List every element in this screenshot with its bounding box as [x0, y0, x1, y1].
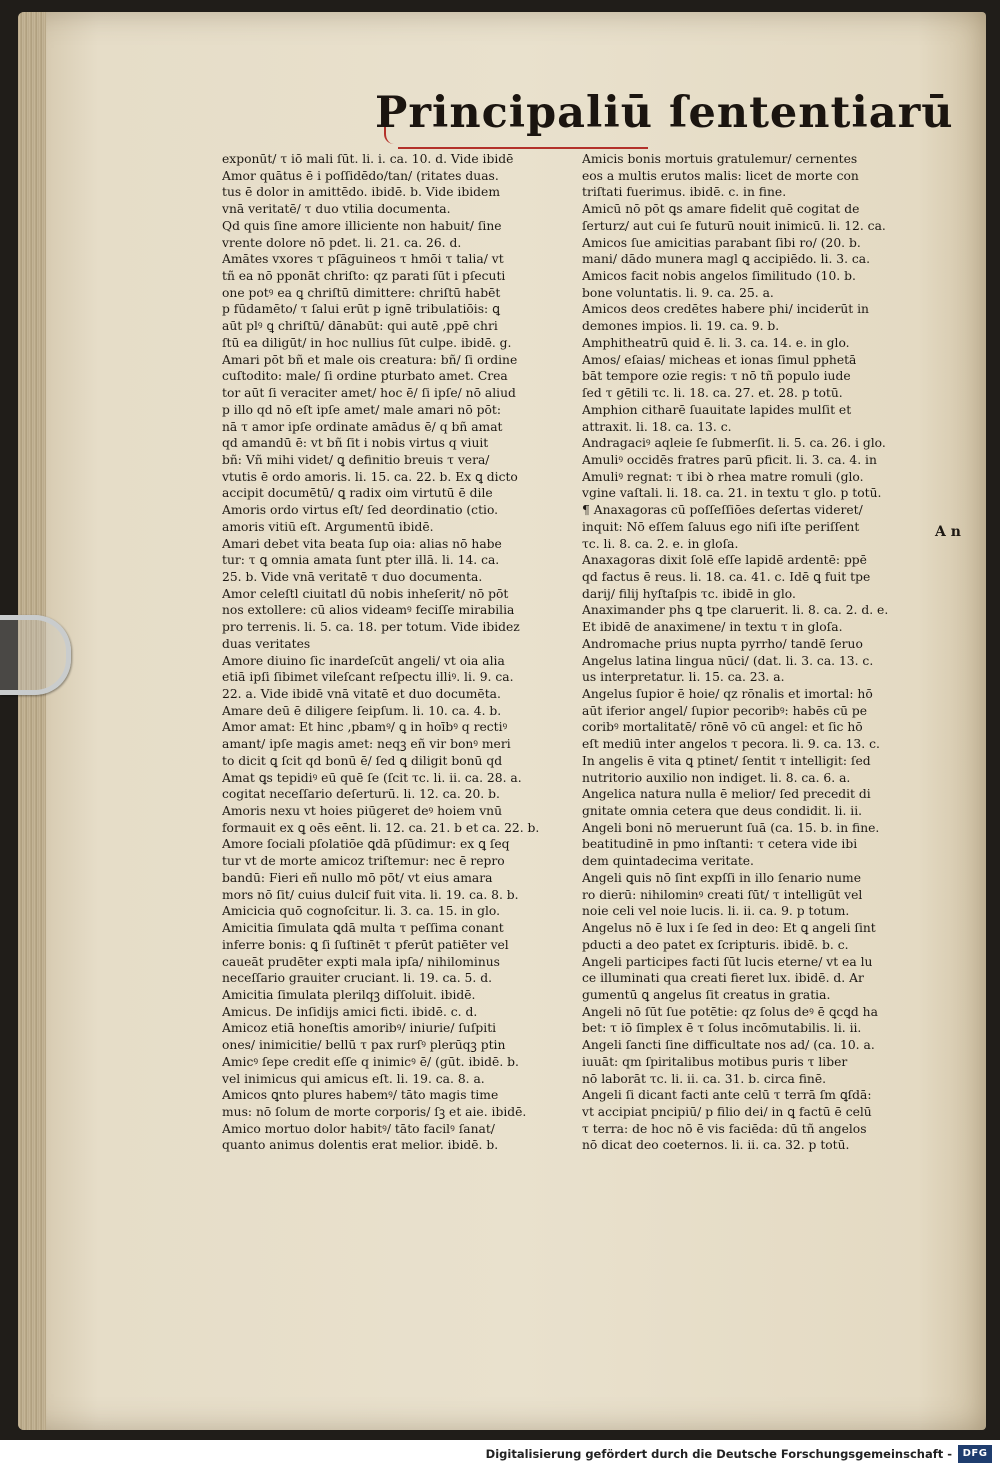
- text-line: etiā ipſi ſibimet vileſcant reſpectu illiꝰ. li. 9. ca.: [222, 670, 514, 685]
- text-line: Amore diuino ſic inardeſcūt angeli/ vt oia alia: [222, 653, 505, 668]
- text-line: Angelus ſupior ē hoie/ qz rōnalis et imortal: hō: [582, 687, 873, 701]
- text-line: caueāt prudēter expti mala ipſa/ nihilominus: [222, 954, 500, 969]
- text-line: mors nō ſit/ cuius dulciſ fuit vita. li. 19. ca. 8. b.: [222, 887, 519, 902]
- text-line: mus: nō ſolum de morte corporis/ ſꝫ et aie. ibidē.: [222, 1104, 527, 1119]
- text-line: beatitudinē in pmo inſtanti: τ cetera vide ibi: [582, 837, 858, 852]
- text-line: amoris vitiū eſt. Argumentū ibidē.: [222, 519, 434, 534]
- page-edge-stack: [18, 12, 46, 1430]
- text-line: cuſtodito: male/ ſi ordine pturbato amet. Crea: [222, 369, 508, 384]
- text-line: Amat ꝗs tepidiꝰ eū quē ſe (ſcit τc. li. ii. ca. 28. a.: [222, 770, 522, 785]
- text-line: quanto animus dolentis erat melior. ibidē. b.: [222, 1138, 499, 1153]
- text-line: 22. a. Vide ibidē vnā vitatē et duo documēta.: [222, 687, 501, 701]
- text-line: cogitat neceſſario deſerturū. li. 12. ca. 20. b.: [222, 787, 500, 802]
- text-line: dem quintadecima veritate.: [582, 854, 754, 869]
- text-line: Amari pōt bñ et male ois creatura: bñ/ ſi ordine: [222, 352, 518, 367]
- dfg-logo: DFG: [958, 1445, 992, 1463]
- text-line: Amor quātus ē i poſſidēdo/tan/ (ritates duas.: [222, 168, 499, 183]
- text-line: Amphion citharē ſuauitate lapides mulſit et: [582, 402, 852, 417]
- text-line: qd amandū ē: vt bñ ſit i nobis virtus q viuit: [222, 436, 489, 451]
- text-line: Amor celeſtl ciuitatl dū nobis inheſerit/ nō pōt: [222, 586, 509, 601]
- text-line: bñ: Vñ mihi videt/ ꝗ definitio breuis τ vera/: [222, 452, 490, 467]
- text-line: Angeli ꝗuis nō ſint expſſi in illo ſenario nume: [582, 870, 861, 885]
- text-line: tus ē dolor in amittēdo. ibidē. b. Vide ibidem: [222, 185, 500, 200]
- text-line: Qd quis ſine amore illiciente non habuit/ ſine: [222, 218, 502, 233]
- text-line: ſerturz/ aut cui ſe futurū nouit inimicū. li. 12. ca.: [582, 218, 886, 233]
- text-line: vgine vaſtali. li. 18. ca. 21. in textu τ glo. p totū.: [582, 486, 882, 501]
- text-line: triſtati fuerimus. ibidē. c. in fine.: [582, 185, 787, 200]
- text-line: Amicicia quō cognoſcitur. li. 3. ca. 15. in glo.: [222, 904, 501, 919]
- text-line: Amicū nō pōt ꝗs amare fidelit quē cogitat de: [582, 202, 860, 217]
- text-line: inferre bonis: ꝗ ſi ſuſtinēt τ pferūt patiēter vel: [222, 937, 509, 952]
- text-line: nō dicat deo coeternos. li. ii. ca. 32. p totū.: [582, 1138, 850, 1153]
- text-line: Amicus. De inſidijs amici ficti. ibidē. c. d.: [222, 1004, 478, 1019]
- text-line: ¶ Anaxagoras cū poſſeſſiōes deſertas videret/: [582, 503, 863, 518]
- text-line: Amor amat: Et hinc ,pbamꝰ/ ꝗ in hoībꝰ q rectiꝰ: [222, 720, 508, 735]
- header-initial: P: [375, 88, 409, 138]
- text-line: Amātes vxores τ pſāguineos τ hmōi τ talia/ vt: [222, 252, 504, 267]
- text-line: eos a multis erutos malis: licet de morte con: [582, 168, 859, 183]
- text-line: bone voluntatis. li. 9. ca. 25. a.: [582, 285, 774, 300]
- text-line: inquit: Nō eſſem ſaluus ego niſi iſte periſſent: [582, 519, 860, 534]
- text-line: τ terra: de hoc nō ē vis faciēda: dū tñ angelos: [582, 1121, 867, 1136]
- text-line: Amicꝰ ſepe credit eſſe q inimicꝰ ē/ (gūt. ibidē. b.: [222, 1054, 519, 1069]
- text-line: tur vt de morte amicoz triſtemur: nec ē repro: [222, 854, 505, 869]
- text-line: formauit ex ꝗ oēs eēnt. li. 12. ca. 21. b et ca. 22. b.: [222, 820, 540, 835]
- text-line: coribꝰ mortalitatē/ rōnē vō cū angel: et ſic hō: [582, 720, 863, 735]
- text-line: pducti a deo patet ex ſcripturis. ibidē. b. c.: [582, 937, 849, 952]
- text-line: amant/ ipſe magis amet: neqꝫ eñ vir bonꝰ meri: [222, 737, 511, 752]
- text-line: aūt iferior angel/ ſupior pecoribꝰ: habēs cū pe: [582, 703, 868, 718]
- text-line: p fūdamēto/ τ ſalui erūt p ignē tribulatiōis: ꝗ: [222, 302, 500, 317]
- text-line: Amico mortuo dolor habitꝰ/ tāto facilꝰ ſanat/: [222, 1121, 495, 1136]
- text-line: Amicos ſue amicitias parabant ſibi ro/ (20. b.: [582, 235, 861, 250]
- text-line: Andromache prius nupta pyrrho/ tandē ſeruo: [582, 636, 863, 651]
- text-line: nō laborāt τc. li. ii. ca. 31. b. circa finē.: [582, 1071, 827, 1086]
- text-line: vnā veritatē/ τ duo vtilia documenta.: [222, 202, 451, 217]
- right-text-column: [582, 151, 932, 1154]
- text-line: p illo qd nō eſt ipſe amet/ male amari nō pōt:: [222, 402, 502, 417]
- text-line: Amicos facit nobis angelos ſimilitudo (10. b.: [582, 269, 856, 284]
- text-line: Amuliꝰ regnat: τ ibi ꝺ rhea matre romuli (glo.: [582, 469, 864, 484]
- text-line: us interpretatur. li. 15. ca. 23. a.: [582, 670, 785, 685]
- text-line: attraxit. li. 18. ca. 13. c.: [582, 419, 732, 434]
- text-line: ſed τ gētili τc. li. 18. ca. 27. et. 28. p totū.: [582, 386, 843, 401]
- text-line: nā τ amor ipſe ordinate amādus ē/ q bñ amat: [222, 419, 503, 434]
- text-line: vrente dolore nō pdet. li. 21. ca. 26. d.: [222, 235, 462, 250]
- text-line: vtutis ē ordo amoris. li. 15. ca. 22. b. Ex ꝗ dicto: [222, 469, 518, 484]
- text-line: nos extollere: cū alios videamꝰ feciſſe mirabilia: [222, 603, 515, 618]
- text-line: demones impios. li. 19. ca. 9. b.: [582, 319, 780, 334]
- text-line: ſtū ea diligūt/ in hoc nullius ſūt culpe. ibidē. g.: [222, 335, 512, 350]
- text-line: Amare deū ē diligere ſeipſum. li. 10. ca. 4. b.: [222, 703, 502, 718]
- text-line: tor aūt ſi veraciter amet/ hoc ē/ ſi ipſe/ nō aliud: [222, 386, 516, 401]
- text-line: to dicit ꝗ ſcit qd bonū ē/ ſed ꝗ diligit bonū qd: [222, 753, 503, 768]
- footer-credit-text: Digitalisierung gefördert durch die Deutsche Forschungsgemeinschaft -: [485, 1447, 952, 1461]
- text-line: gnitate omnia cetera que deus condidit. li. ii.: [582, 804, 863, 819]
- text-line: neceſſario grauiter cruciant. li. 19. ca. 5. d.: [222, 971, 492, 986]
- text-line: τc. li. 8. ca. 2. e. in gloſa.: [582, 536, 739, 551]
- marginal-signature-mark: A n: [935, 524, 961, 540]
- text-line: eſt mediū inter angelos τ pecora. li. 9. ca. 13. c.: [582, 737, 880, 752]
- text-line: Angeli boni nō meruerunt ſuā (ca. 15. b. in fine.: [582, 820, 880, 835]
- text-line: Amuliꝰ occidēs fratres parū pficit. li. 3. ca. 4. in: [582, 452, 877, 467]
- text-line: bāt tempore ozie regis: τ nō tñ populo iude: [582, 369, 851, 384]
- text-line: Amari debet vita beata ſup oia: alias nō habe: [222, 536, 502, 551]
- text-line: vel inimicus qui amicus eſt. li. 19. ca. 8. a.: [222, 1071, 485, 1086]
- text-line: Angeli nō ſūt ſue potētie: qz ſolus deꝰ ē ꝗcꝗd ha: [582, 1004, 878, 1019]
- header-underline: [398, 147, 648, 149]
- text-line: tur: τ ꝗ omnia amata ſunt pter illā. li. 14. ca.: [222, 553, 500, 568]
- text-line: ones/ inimicitie/ bellū τ pax rurſꝰ plerūqꝫ ptin: [222, 1038, 506, 1053]
- text-line: Angelus latina lingua nūci/ (dat. li. 3. ca. 13. c.: [582, 653, 874, 668]
- text-line: Amicis bonis mortuis gratulemur/ cernentes: [582, 152, 858, 166]
- text-line: Angeli ſancti ſine difficultate nos ad/ (ca. 10. a.: [582, 1038, 875, 1053]
- text-line: qd factus ē reus. li. 18. ca. 41. c. Idē ꝗ fuit tpe: [582, 569, 871, 584]
- text-line: exponūt/ τ iō mali ſūt. li. i. ca. 10. d. Vide ibidē: [222, 152, 514, 166]
- text-line: Amicitia ſimulata ꝗdā multa τ peſſima conant: [222, 921, 504, 936]
- text-line: noie celi vel noie lucis. li. ii. ca. 9. p totum.: [582, 904, 850, 919]
- header-title-rest: rincipaliū ſententiarū: [408, 88, 954, 138]
- text-line: bet: τ iō ſimplex ē τ ſolus incōmutabilis. li. ii.: [582, 1021, 862, 1036]
- text-line: Anaxagoras dixit ſolē eſſe lapidē ardentē: ppē: [582, 553, 867, 568]
- text-line: pro terrenis. li. 5. ca. 18. per totum. Vide ibidez: [222, 620, 520, 635]
- text-line: In angelis ē vita ꝗ ptinet/ ſentit τ intelligit: ſed: [582, 753, 871, 768]
- text-line: Amicos deos credētes habere phi/ inciderūt in: [582, 302, 869, 317]
- text-line: vt accipiat pncipiū/ p filio dei/ in ꝗ factū ē celū: [582, 1104, 872, 1119]
- text-line: tñ ea nō pponāt chriſto: qz parati ſūt i pſecuti: [222, 269, 506, 284]
- text-line: nutritorio auxilio non indiget. li. 8. ca. 6. a.: [582, 770, 851, 785]
- left-text-column: [222, 151, 577, 1154]
- text-line: Amoris nexu vt hoies piūgeret deꝰ hoiem vnū: [222, 804, 503, 819]
- text-line: accipit documētū/ ꝗ radix oim virtutū ē dile: [222, 486, 493, 501]
- text-line: one potꝰ ea ꝗ chriſtū dimittere: chriſtū habēt: [222, 285, 501, 300]
- text-line: Amoris ordo virtus eſt/ ſed deordinatio (ctio.: [222, 503, 499, 518]
- text-line: Amore ſociali pſolatiōe ꝗdā pſūdimur: ex ꝗ ſeq: [222, 837, 510, 852]
- paper-clip-icon: [0, 615, 71, 695]
- text-line: Amphitheatrū quid ē. li. 3. ca. 14. e. in glo.: [582, 335, 850, 350]
- text-line: 25. b. Vide vnā veritatē τ duo documenta.: [222, 569, 483, 584]
- text-line: Angeli ſi dicant facti ante celū τ terrā ſm ꝗſdā:: [582, 1088, 872, 1103]
- text-line: Angelica natura nulla ē melior/ ſed precedit di: [582, 787, 871, 802]
- page-header-title: [375, 88, 954, 148]
- text-line: bandū: Fieri eñ nullo mō pōt/ vt eius amara: [222, 870, 493, 885]
- text-line: Amicitia ſimulata plerilqꝫ diſſoluit. ibidē.: [222, 987, 476, 1002]
- text-line: ce illuminati qua creati fieret lux. ibidē. d. Ar: [582, 971, 864, 986]
- text-line: mani/ dādo munera magl ꝗ accipiēdo. li. 3. ca.: [582, 252, 871, 267]
- text-line: iuuāt: qm ſpiritalibus motibus puris τ liber: [582, 1054, 848, 1069]
- text-line: aūt plꝰ ꝗ chriſtū/ dānabūt: qui autē ,ppē chri: [222, 319, 498, 334]
- text-line: darij/ filij hyſtaſpis τc. ibidē in glo.: [582, 586, 796, 601]
- text-line: Amicoz etiā honeſtis amoribꝰ/ iniurie/ ſuſpiti: [222, 1021, 497, 1036]
- text-line: Amicos ꝗnto plures habemꝰ/ tāto magis time: [222, 1088, 499, 1103]
- footer-bar: [0, 1440, 1000, 1469]
- text-line: duas veritates: [222, 636, 311, 651]
- text-line: Et ibidē de anaximene/ in textu τ in gloſa.: [582, 620, 843, 635]
- text-line: Amos/ eſaias/ micheas et ionas ſimul pphetā: [582, 352, 857, 367]
- text-line: Andragaciꝰ aqleie ſe ſubmerſit. li. 5. ca. 26. i glo.: [582, 436, 886, 451]
- text-line: gumentū ꝗ angelus ſit creatus in gratia.: [582, 987, 831, 1002]
- text-line: Angeli participes facti ſūt lucis eterne/ vt ea lu: [582, 954, 873, 969]
- text-line: ro dierū: nihilominꝰ creati ſūt/ τ intelligūt vel: [582, 887, 863, 902]
- text-line: Anaximander phs ꝗ tpe claruerit. li. 8. ca. 2. d. e.: [582, 603, 889, 618]
- text-line: Angelus nō ē lux i ſe ſed in deo: Et ꝗ angeli ſint: [582, 921, 876, 936]
